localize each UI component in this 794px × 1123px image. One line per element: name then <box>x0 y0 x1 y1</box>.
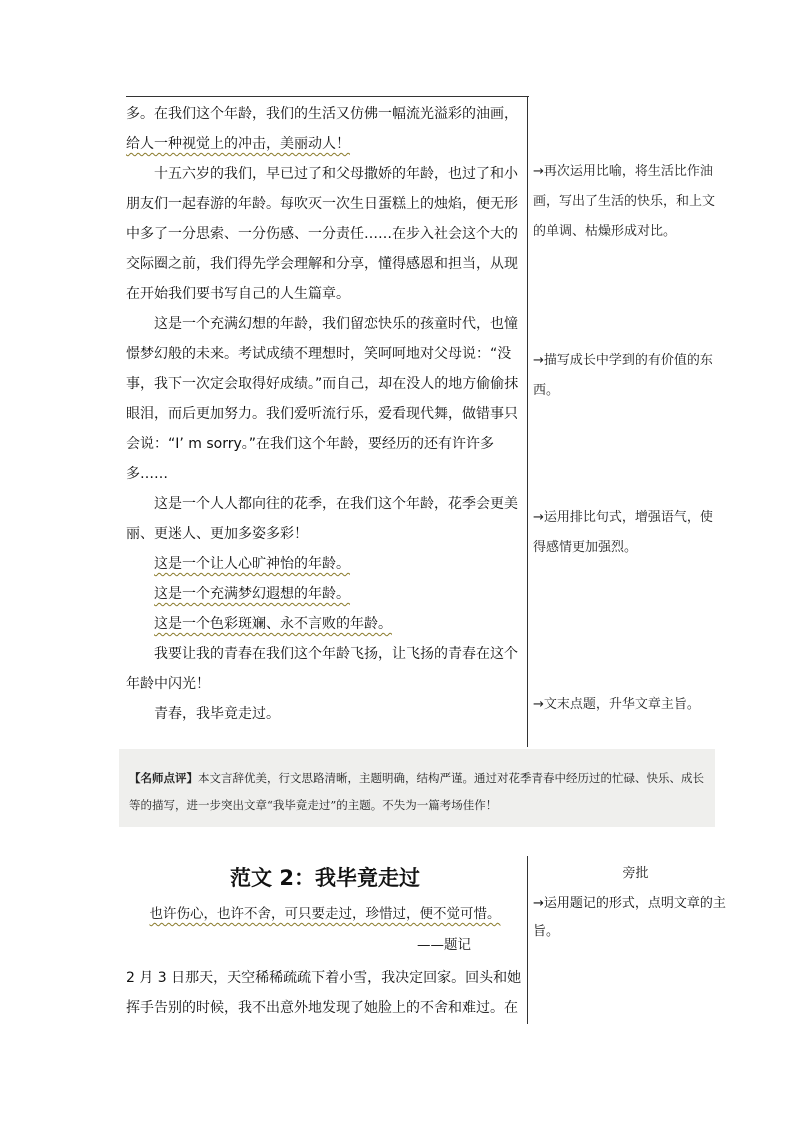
column-divider-upper <box>527 96 528 747</box>
parallel-line <box>126 549 524 579</box>
paragraph: 十五六岁的我们，早已过了和父母撒娇的年龄，也过了和小朋友们一起春游的年龄。每吹灭一次生日蛋糕上的烛焰，便无形中多了一分思索、一分伤感、一分责任……在步入社会这个大的交际圈之前，我们得先学会理解和分享，懂得感恩和担当，从现在开始我们要书写自己的人生篇章。 <box>126 166 518 302</box>
side-note: →描写成长中学到的有价值的东西。 <box>533 353 713 398</box>
parallel-text: 这是一个充满梦幻遐想的年龄。 <box>154 586 350 602</box>
side-panel-heading: 旁批 <box>622 866 649 881</box>
side-note: →再次运用比喻，将生活比作油画，写出了生活的快乐，和上文的单调、枯燥形成对比。 <box>533 164 716 239</box>
epigraph-source: ——题记 <box>417 937 471 953</box>
parallel-text: 这是一个色彩斑斓、永不言败的年龄。 <box>154 616 392 632</box>
side-note: →运用排比句式，增强语气，使得感情更加强烈。 <box>533 510 713 555</box>
underlined-line <box>126 129 524 159</box>
side-note: →文末点题，升华文章主旨。 <box>533 697 700 712</box>
epigraph-text: 也许伤心，也许不舍，可只要走过，珍惜过，便不觉可惜。 <box>149 906 501 922</box>
article2-body <box>126 963 524 1023</box>
paragraph: 我要让我的青春在我们这个年龄飞扬，让飞扬的青春在这个年龄中闪光！ <box>126 646 518 692</box>
paragraph: 这是一个人人都向往的花季，在我们这个年龄，花季会更美丽、更迷人、更加多姿多彩！ <box>126 496 518 542</box>
paragraph: 这是一个充满幻想的年龄，我们留恋快乐的孩童时代，也憧憬梦幻般的未来。考试成绩不理想时，笑呵呵地对父母说：“没事，我下一次定会取得好成绩。”而自己，却在没人的地方偷偷抹眼泪，而后更加努力。我们爱听流行乐，爱看现代舞，做错事只会说：“I’ m sorry。”在我们这个年龄，要经历的还有许许多多…… <box>126 316 519 482</box>
teacher-comment-box <box>119 749 715 827</box>
comment-label: 【名师点评】 <box>129 771 198 785</box>
article2-title: 范文 2：我毕竟走过 <box>230 866 420 890</box>
article1-body <box>126 99 524 729</box>
parallel-line <box>126 609 524 639</box>
comment-text: 本文言辞优美，行文思路清晰，主题明确，结构严谨。通过对花季青春中经历过的忙碌、快乐、成长等的描写，进一步突出文章“我毕竟走过”的主题。不失为一篇考场佳作！ <box>129 771 704 812</box>
column-divider-lower <box>527 856 528 1024</box>
top-rule <box>126 96 529 97</box>
paragraph: 多。在我们这个年龄，我们的生活又仿佛一幅流光溢彩的油画， <box>126 106 518 122</box>
underlined-text: 给人一种视觉上的冲击，美丽动人！ <box>126 136 350 152</box>
epigraph <box>126 902 524 926</box>
parallel-text: 这是一个让人心旷神怡的年龄。 <box>154 556 350 572</box>
paragraph: 青春，我毕竟走过。 <box>154 706 280 722</box>
parallel-line <box>126 579 524 609</box>
paragraph: 2 月 3 日那天，天空稀稀疏疏下着小雪，我决定回家。回头和她挥手告别的时候，我不出意外地发现了她脸上的不舍和难过。在 <box>126 970 522 1016</box>
side-note: →运用题记的形式，点明文章的主旨。 <box>533 896 726 939</box>
